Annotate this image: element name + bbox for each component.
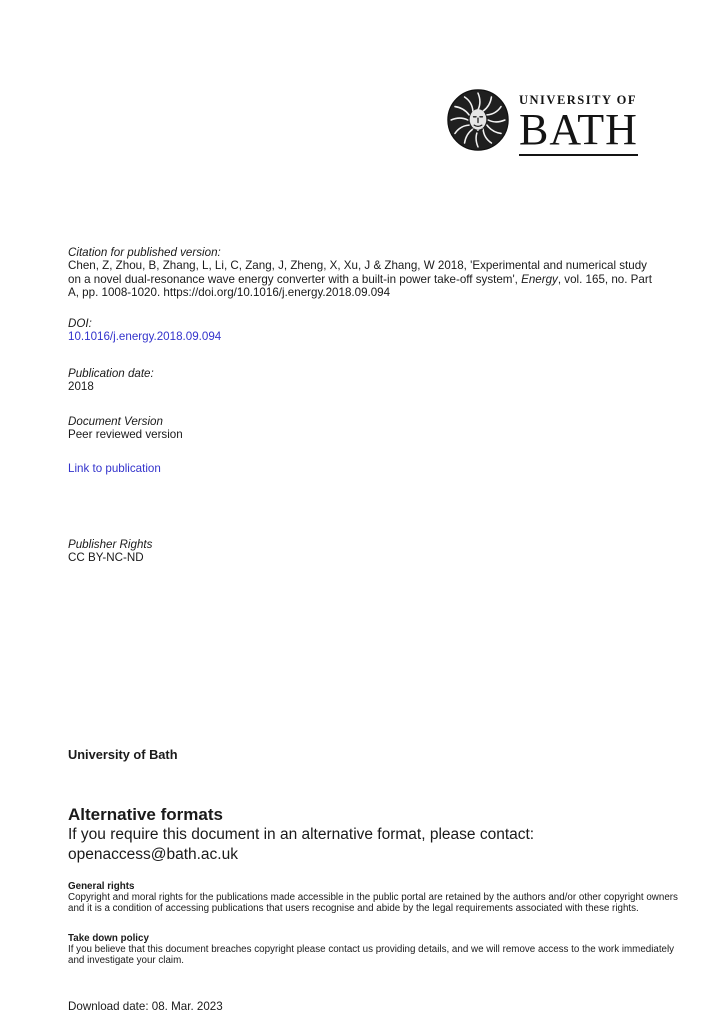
doi-link[interactable]: 10.1016/j.energy.2018.09.094 bbox=[68, 330, 222, 344]
publisher-rights-label: Publisher Rights bbox=[68, 538, 153, 551]
alternative-formats-text: If you require this document in an alternative format, please contact: bbox=[68, 826, 535, 843]
publisher-rights-value: CC BY-NC-ND bbox=[68, 551, 144, 565]
link-to-publication-section bbox=[68, 462, 468, 475]
publication-date-section bbox=[68, 367, 468, 394]
openaccess-email-link[interactable]: openaccess@bath.ac.uk bbox=[68, 845, 238, 863]
logo-wordmark bbox=[519, 93, 638, 156]
general-rights-text: Copyright and moral rights for the publications made accessible in the public portal are retained by the authors and/or other copyright owners and it is a condition of accessing publications that users recognise and abide by the legal requirements associated with these rights. bbox=[68, 891, 678, 914]
alternative-formats-section bbox=[68, 804, 678, 864]
citation-part1: Chen, Z, Zhou, B, Zhang, L, Li, C, Zang, J, Zheng, X, Xu, J & Zhang, W 2018, 'Experimental and numerical study on a novel dual-resonance wave energy converter with a built-in power take-off system', bbox=[68, 259, 647, 286]
document-version-section bbox=[68, 415, 468, 442]
general-rights-section bbox=[68, 882, 684, 914]
link-to-publication[interactable]: Link to publication bbox=[68, 462, 161, 475]
citation-part2: , vol. 165, no. Part A, pp. 1008-1020. https://doi.org/10.1016/j.energy.2018.09.094 bbox=[68, 272, 652, 299]
publisher-rights-section bbox=[68, 538, 468, 565]
download-date: Download date: 08. Mar. 2023 bbox=[68, 1000, 223, 1013]
citation-journal-name: Energy bbox=[521, 272, 558, 286]
bath-crest-icon bbox=[446, 88, 510, 152]
citation-text bbox=[68, 259, 660, 299]
doi-section bbox=[68, 317, 468, 344]
take-down-policy-text: If you believe that this document breaches copyright please contact us providing details, and we will remove access to the work immediately and investigate your claim. bbox=[68, 943, 675, 966]
publication-date-value: 2018 bbox=[68, 380, 94, 394]
publication-date-label: Publication date: bbox=[68, 367, 154, 380]
logo-bath-text: BATH bbox=[519, 105, 638, 154]
document-version-label: Document Version bbox=[68, 415, 163, 428]
alternative-formats-heading: Alternative formats bbox=[68, 805, 223, 824]
citation-section bbox=[68, 246, 660, 299]
doi-label: DOI: bbox=[68, 317, 92, 330]
general-rights-heading: General rights bbox=[68, 881, 135, 892]
take-down-policy-heading: Take down policy bbox=[68, 933, 149, 944]
take-down-policy-section bbox=[68, 934, 684, 966]
logo-university-of-text: UNIVERSITY OF bbox=[519, 93, 638, 107]
university-of-bath-heading: University of Bath bbox=[68, 747, 178, 762]
citation-label: Citation for published version: bbox=[68, 246, 221, 259]
document-version-value: Peer reviewed version bbox=[68, 428, 183, 442]
university-of-bath-logo bbox=[446, 88, 638, 156]
